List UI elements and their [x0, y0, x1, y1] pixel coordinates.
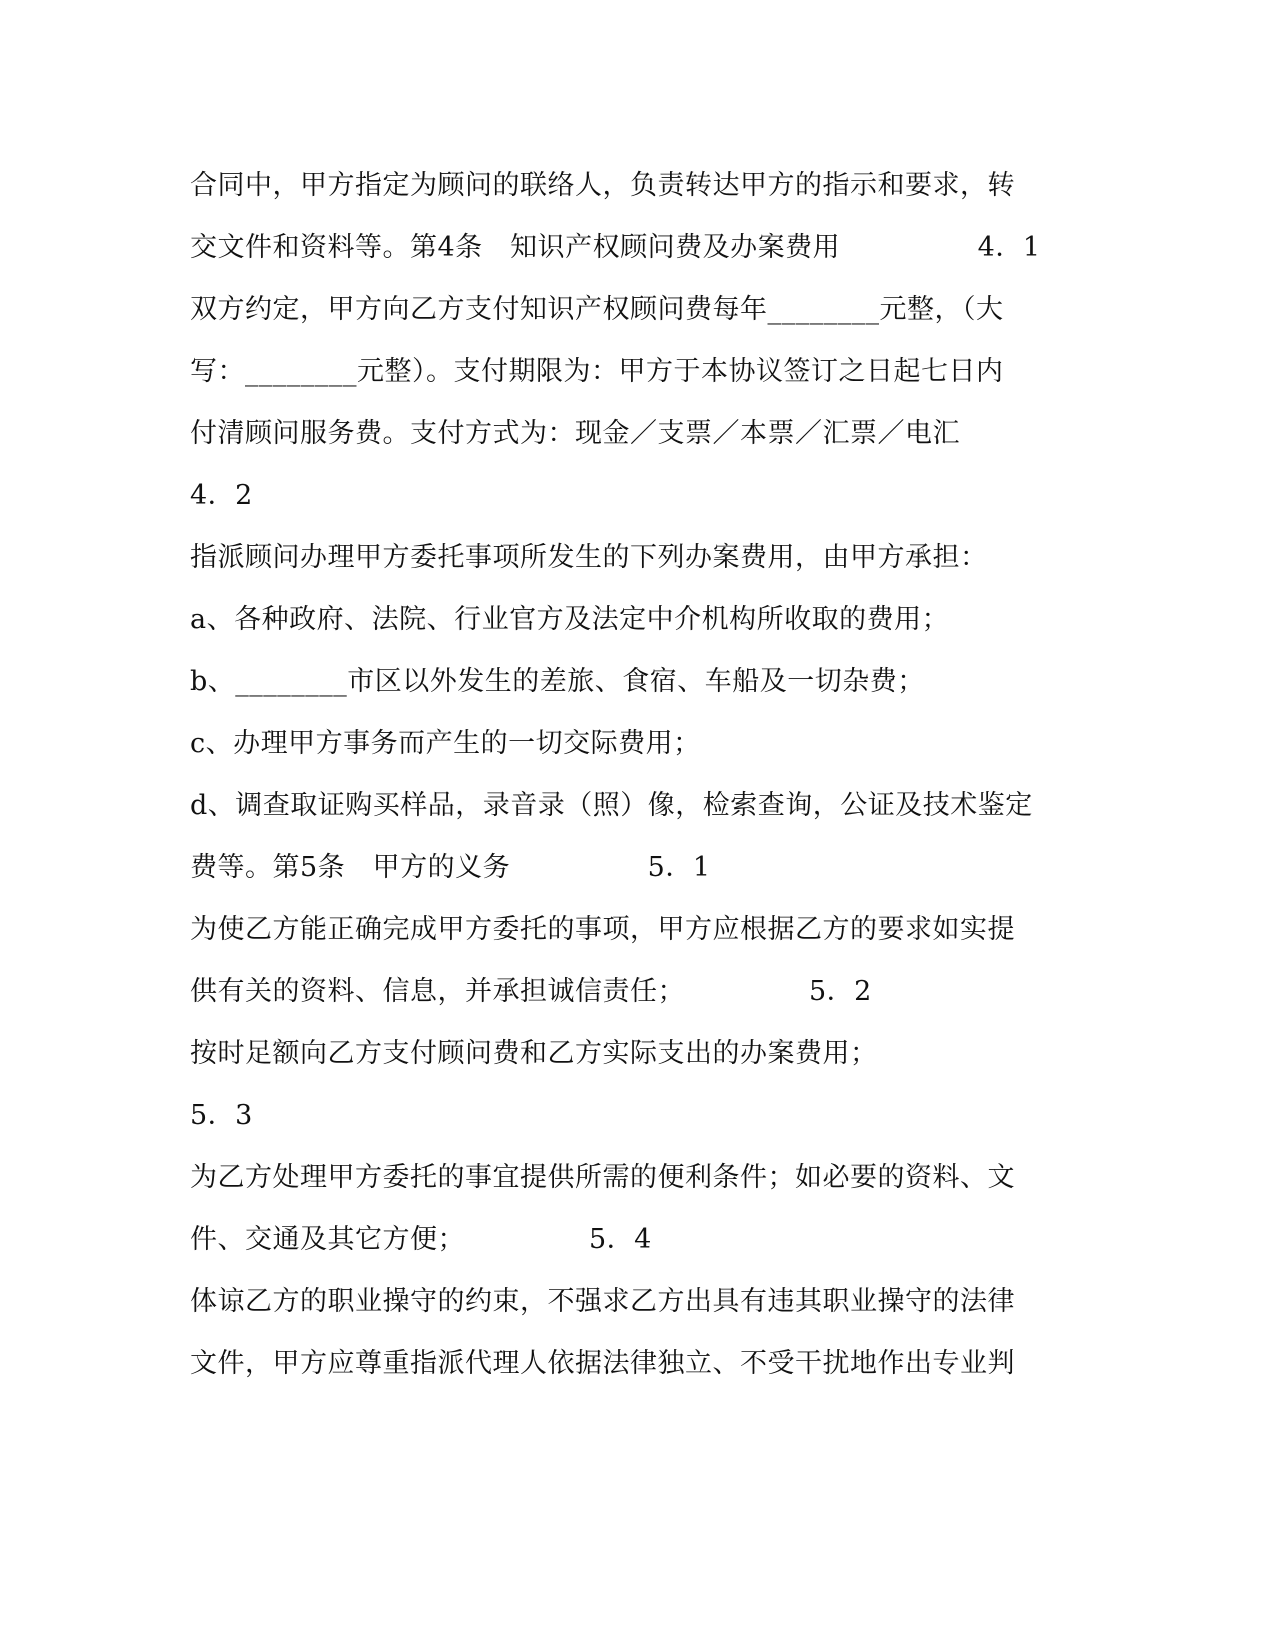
text-line: 体谅乙方的职业操守的约束，不强求乙方出具有违其职业操守的法律 [190, 1286, 1015, 1317]
text-line: 费等。第5条 甲方的义务 5．1 [190, 852, 711, 883]
text-line: 件、交通及其它方便； 5．4 [190, 1224, 652, 1255]
text-line: 5．3 [190, 1100, 253, 1131]
text-line: 按时足额向乙方支付顾问费和乙方实际支出的办案费用； [190, 1038, 878, 1069]
text-line: d、调查取证购买样品，录音录（照）像，检索查询，公证及技术鉴定 [190, 790, 1033, 821]
text-line: b、________市区以外发生的差旅、食宿、车船及一切杂费； [190, 666, 925, 697]
text-line: 合同中，甲方指定为顾问的联络人，负责转达甲方的指示和要求，转 [190, 170, 1015, 201]
text-line: 双方约定，甲方向乙方支付知识产权顾问费每年________元整，（大 [190, 294, 1004, 325]
text-line: 付清顾问服务费。支付方式为：现金／支票／本票／汇票／电汇 [190, 418, 960, 449]
text-line: c、办理甲方事务而产生的一切交际费用； [190, 728, 701, 759]
text-line: 写：________元整）。支付期限为：甲方于本协议签订之日起七日内 [190, 356, 1004, 387]
text-line: 文件，甲方应尊重指派代理人依据法律独立、不受干扰地作出专业判 [190, 1348, 1015, 1379]
text-line: 交文件和资料等。第4条 知识产权顾问费及办案费用 4．1 [190, 232, 1041, 263]
text-line: 为乙方处理甲方委托的事宜提供所需的便利条件；如必要的资料、文 [190, 1162, 1015, 1193]
text-line: 供有关的资料、信息，并承担诚信责任； 5．2 [190, 976, 872, 1007]
text-line: a、各种政府、法院、行业官方及法定中介机构所收取的费用； [190, 604, 950, 635]
text-line: 指派顾问办理甲方委托事项所发生的下列办案费用，由甲方承担： [190, 542, 988, 573]
text-line: 4．2 [190, 480, 253, 511]
text-line: 为使乙方能正确完成甲方委托的事项，甲方应根据乙方的要求如实提 [190, 914, 1015, 945]
